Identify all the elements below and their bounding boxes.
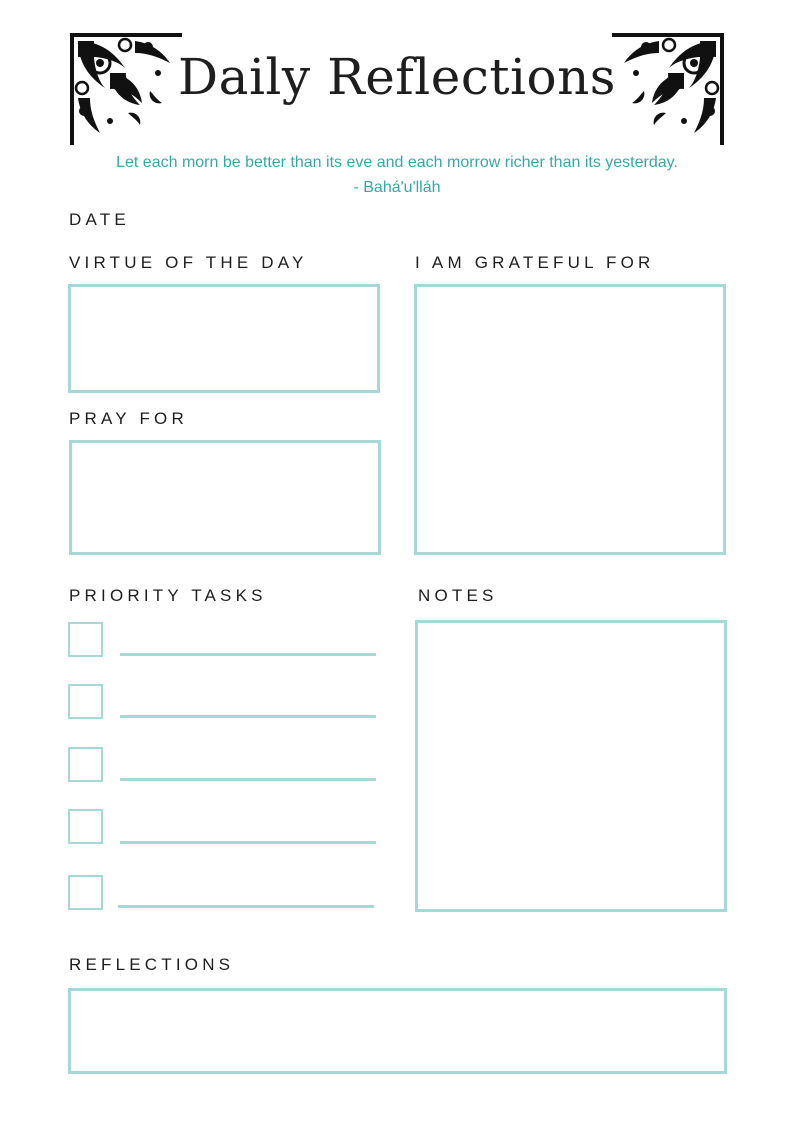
reflections-box[interactable] [68, 988, 727, 1074]
reflections-label: REFLECTIONS [69, 955, 235, 974]
pray-label: PRAY FOR [69, 409, 188, 428]
task-checkbox[interactable] [68, 809, 103, 844]
page-title: Daily Reflections [178, 48, 616, 106]
date-label: DATE [69, 210, 130, 229]
task-checkbox[interactable] [68, 684, 103, 719]
quote-attribution: - Bahá'u'lláh [353, 179, 441, 196]
virtue-box[interactable] [68, 284, 380, 393]
grateful-box[interactable] [414, 284, 726, 555]
task-line[interactable] [120, 841, 376, 844]
notes-box[interactable] [415, 620, 727, 912]
pray-box[interactable] [69, 440, 381, 555]
task-checkbox[interactable] [68, 622, 103, 657]
grateful-label: I AM GRATEFUL FOR [415, 253, 655, 272]
task-line[interactable] [120, 715, 376, 718]
notes-label: NOTES [418, 586, 498, 605]
task-line[interactable] [120, 778, 376, 781]
virtue-label: VIRTUE OF THE DAY [69, 253, 308, 272]
task-checkbox[interactable] [68, 747, 103, 782]
quote [0, 150, 794, 200]
priority-label: PRIORITY TASKS [69, 586, 267, 605]
task-line[interactable] [118, 905, 374, 908]
quote-text: Let each morn be better than its eve and each morrow richer than its yesterday. [116, 154, 678, 171]
task-checkbox[interactable] [68, 875, 103, 910]
task-line[interactable] [120, 653, 376, 656]
